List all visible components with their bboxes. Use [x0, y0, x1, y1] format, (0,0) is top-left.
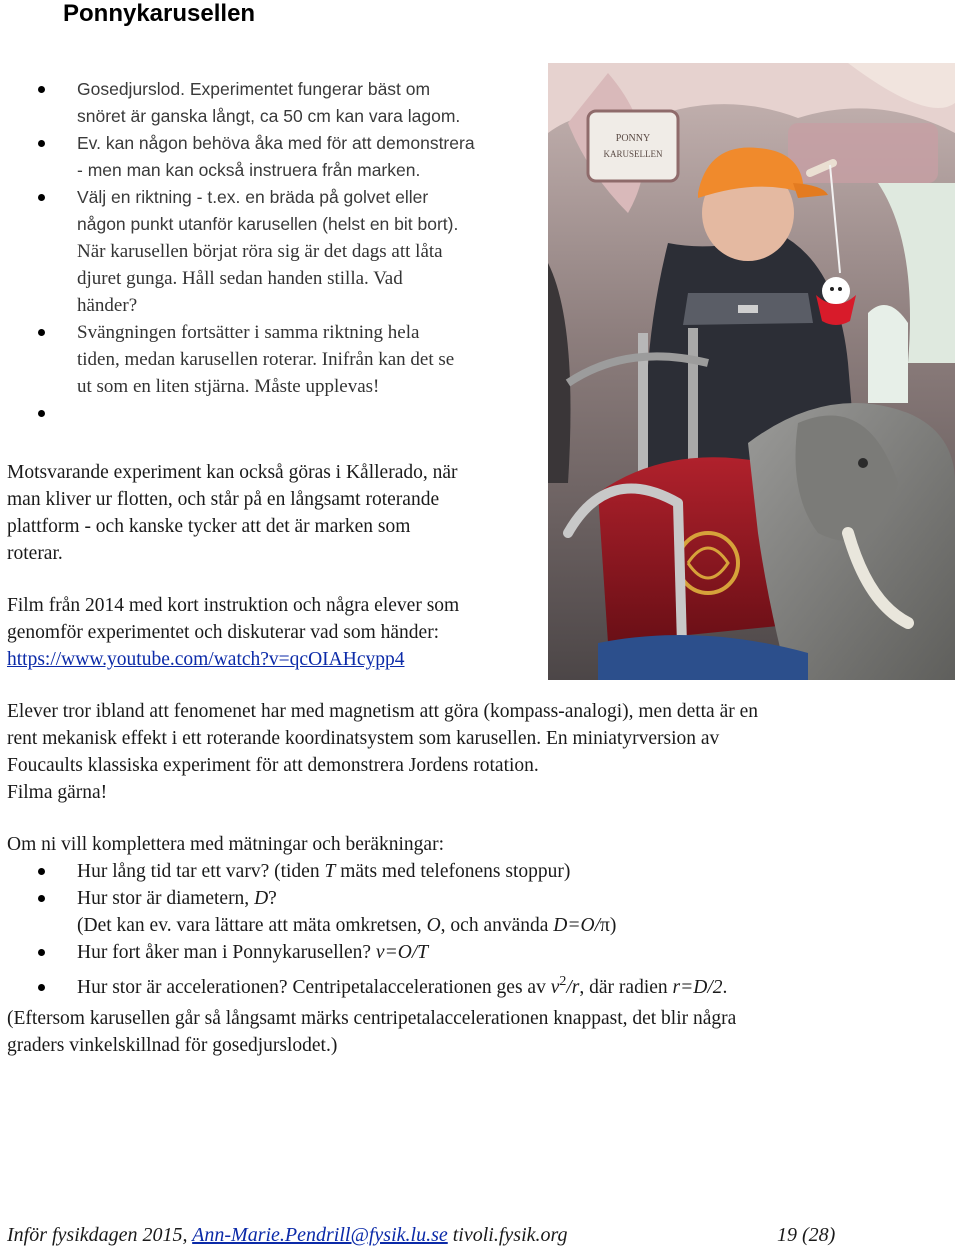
list-item	[0, 76, 560, 130]
list-item	[0, 319, 560, 400]
paragraph-line: Film från 2014 med kort instruktion och några elever som	[7, 595, 460, 616]
list-item-line: När karusellen börjat röra sig är det dags att låta	[77, 241, 443, 262]
paragraph-line: plattform - och kanske tycker att det är marken som	[7, 516, 411, 537]
list-item-line	[77, 400, 560, 427]
list-item-line: händer?	[77, 295, 138, 316]
list-item-line: någon punkt utanför karusellen (helst en bit bort).	[77, 214, 459, 234]
list-item-line: tiden, medan karusellen roterar. Inifrån kan det se	[77, 349, 455, 370]
paragraph-line: Om ni vill komplettera med mätningar och beräkningar:	[7, 834, 444, 855]
list-item-line: Välj en riktning - t.ex. en bräda på golvet eller	[77, 187, 429, 207]
elephant-figure	[748, 403, 955, 680]
paragraph-line: Elever tror ibland att fenomenet har med magnetism att göra (kompass-analogi), men detta är en	[7, 701, 759, 722]
paragraph-measurements-intro	[7, 831, 444, 858]
list-item-line: Ev. kan någon behöva åka med för att demonstrera	[77, 133, 475, 153]
page-title: Ponnykarusellen	[63, 0, 256, 27]
measurement-list	[0, 858, 727, 1001]
list-item: Hur fort åker man i Ponnykarusellen? v=O/T	[0, 939, 727, 966]
list-item-continuation: (Det kan ev. vara lättare att mäta omkretsen, O, och använda D=O/π)	[77, 915, 617, 936]
paragraph-line: Motsvarande experiment kan också göras i Kållerado, när	[7, 462, 458, 483]
page-number: 19 (28)	[777, 1224, 836, 1246]
list-item	[0, 130, 560, 184]
list-item-line: djuret gunga. Håll sedan handen stilla. Vad	[77, 268, 403, 289]
svg-text:PONNY: PONNY	[615, 133, 651, 144]
instruction-list	[0, 76, 560, 427]
paragraph-line: rent mekanisk effekt i ett roterande koordinatsystem som karusellen. En miniatyrversion av	[7, 728, 720, 749]
list-item-line: - men man kan också instruera från marken.	[77, 160, 421, 180]
sign-plaque	[588, 111, 678, 181]
list-item: Hur stor är diametern, D?	[0, 885, 727, 912]
paragraph-line: Foucaults klassiska experiment för att demonstrera Jordens rotation.	[7, 755, 539, 776]
list-item-line: ut som en liten stjärna. Måste upplevas!	[77, 376, 380, 397]
paragraph-kallerado	[7, 459, 458, 567]
list-item	[0, 184, 560, 319]
list-item: Hur stor är accelerationen? Centripetalaccelerationen ges av $v^2/r$, där radien r=D/2.	[0, 974, 727, 1001]
paragraph-film	[7, 592, 459, 673]
paragraph-line: Filma gärna!	[7, 782, 108, 803]
page-footer: Inför fysikdagen 2015, Ann-Marie.Pendrill@fysik.lu.se tivoli.fysik.org 19 (28)	[7, 1224, 836, 1246]
paragraph-line: roterar.	[7, 543, 63, 564]
paragraph-line: man kliver ur flotten, och står på en långsamt roterande	[7, 489, 440, 510]
list-item-line: Gosedjurslod. Experimentet fungerar bäst om	[77, 79, 431, 99]
list-item-empty	[0, 400, 560, 427]
list-item: Hur lång tid tar ett varv? (tiden T mäts med telefonens stoppur)	[0, 858, 727, 885]
paragraph-line: genomför experimentet och diskuterar vad som händer:	[7, 622, 440, 643]
paragraph-line: (Eftersom karusellen går så långsamt märks centripetalaccelerationen knappast, det blir några	[7, 1008, 737, 1029]
paragraph-line: graders vinkelskillnad för gosedjurslodet.)	[7, 1035, 338, 1056]
film-link[interactable]: https://www.youtube.com/watch?v=qcOIAHcypp4	[7, 649, 405, 670]
paragraph-note	[7, 1005, 736, 1059]
carousel-photo-illustration	[548, 63, 955, 680]
list-item-line: snöret är ganska långt, ca 50 cm kan vara lagom.	[77, 106, 461, 126]
list-item-line: Svängningen fortsätter i samma riktning hela	[77, 322, 420, 343]
svg-text:KARUSELLEN: KARUSELLEN	[603, 149, 663, 159]
paragraph-magnetism	[7, 698, 758, 806]
carousel-photo	[548, 63, 955, 680]
author-email-link[interactable]: Ann-Marie.Pendrill@fysik.lu.se	[192, 1224, 448, 1246]
